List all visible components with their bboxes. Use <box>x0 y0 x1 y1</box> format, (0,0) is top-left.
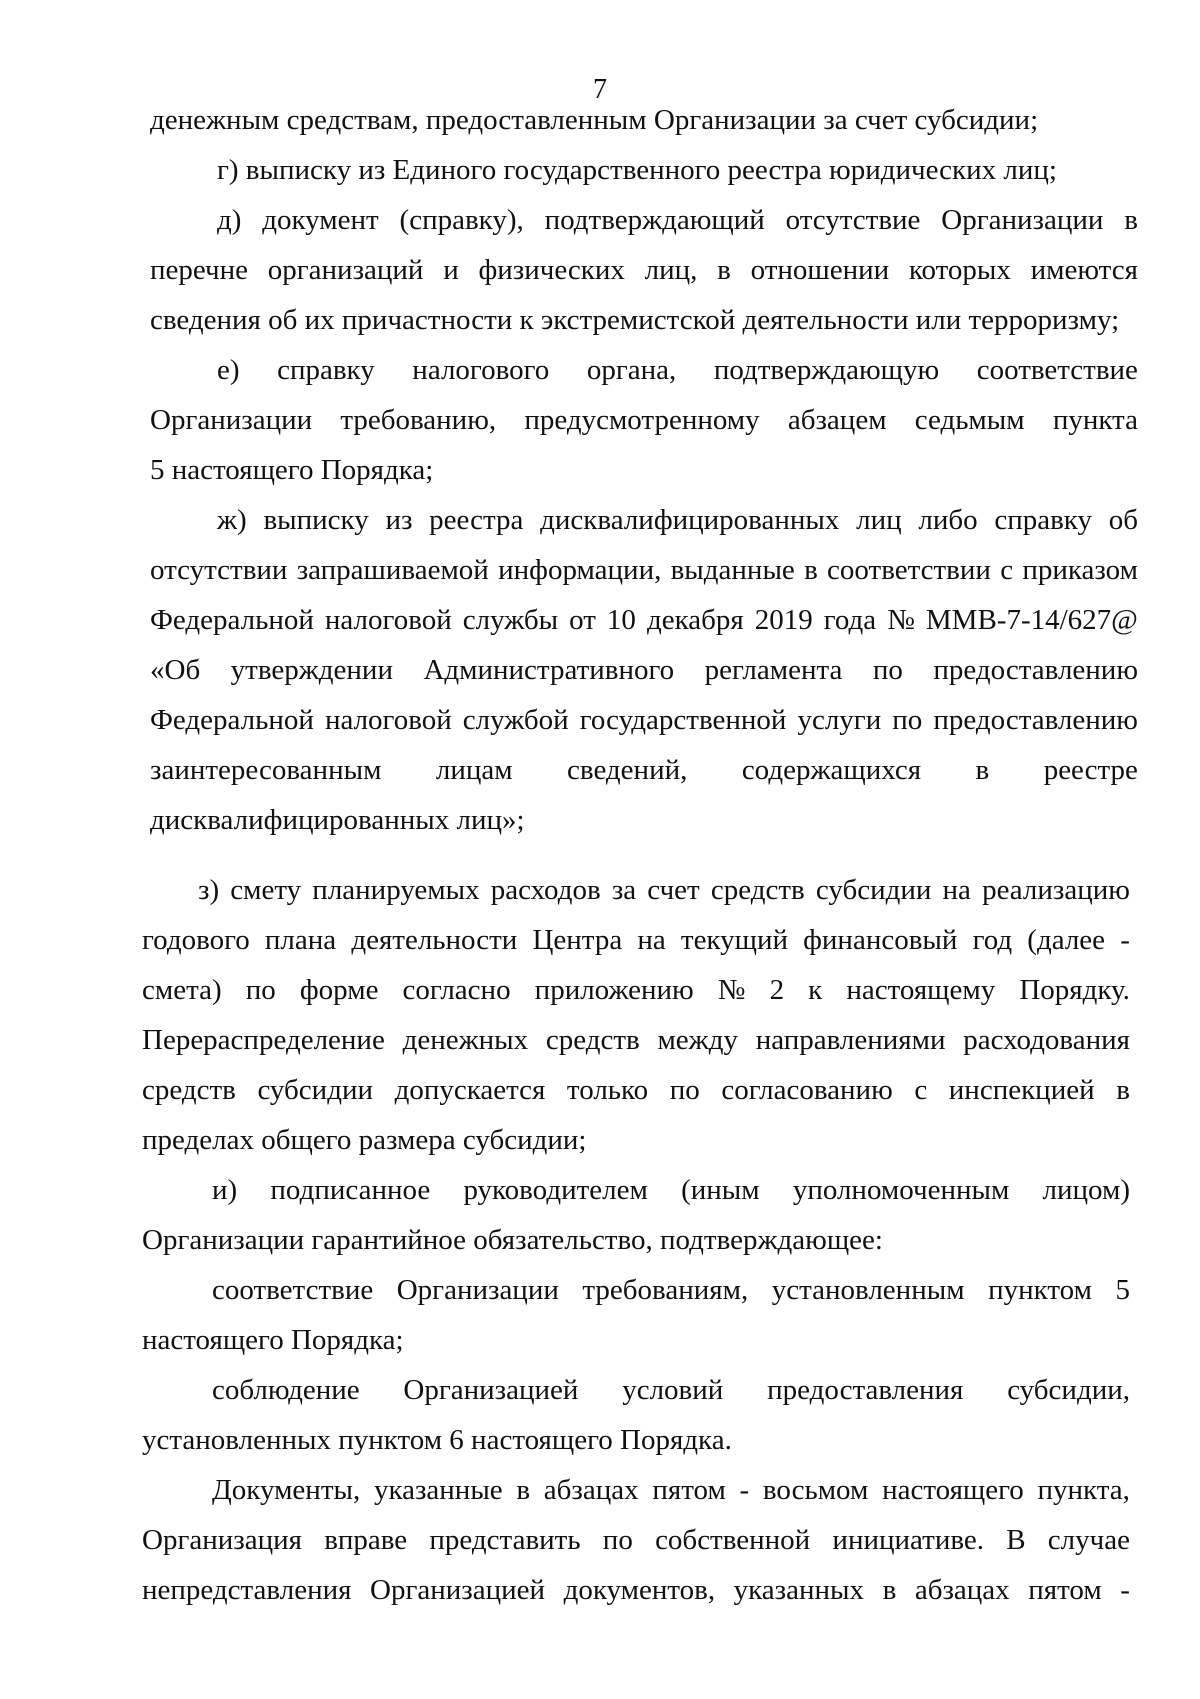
word: государственной <box>579 704 787 736</box>
word: плана <box>264 924 337 956</box>
word: подтверждающий <box>544 204 765 236</box>
word: выданные <box>670 554 795 586</box>
word: Организации <box>396 1274 559 1306</box>
text-line-26 <box>212 1372 1130 1408</box>
word: согласованию <box>721 1074 893 1106</box>
word: подтверждающую <box>713 354 940 386</box>
word: текущий <box>680 924 788 956</box>
word: справку <box>994 504 1092 536</box>
word: службы <box>462 604 559 636</box>
text-line-3 <box>217 202 1138 238</box>
word: Организация <box>142 1524 302 1556</box>
word: лицам <box>435 754 513 786</box>
word: соответствие <box>212 1274 374 1306</box>
word: информации, <box>498 554 662 586</box>
word: заинтересованным <box>150 754 382 786</box>
text-line-30 <box>142 1572 1130 1608</box>
word: от <box>569 604 596 636</box>
word: финансовый <box>803 924 958 956</box>
word: лиц <box>856 504 902 536</box>
word: № <box>887 604 915 636</box>
word: Центра <box>532 924 623 956</box>
word: налоговой <box>324 704 452 736</box>
word: соответствие <box>976 354 1138 386</box>
word: запрашиваемой <box>296 554 489 586</box>
word: отсутствие <box>785 204 921 236</box>
word: пункта, <box>1037 1474 1130 1506</box>
word: содержащихся <box>741 754 922 786</box>
text-line-18 <box>142 972 1130 1008</box>
word: форме <box>299 974 379 1006</box>
word: либо <box>918 504 978 536</box>
word: год <box>972 924 1013 956</box>
word: в <box>804 554 818 586</box>
word: предусмотренному <box>524 404 760 436</box>
text-line-6 <box>217 352 1138 388</box>
word: абзацах <box>543 1474 639 1506</box>
word: лицом) <box>1042 1174 1130 1206</box>
word: отсутствии <box>150 554 288 586</box>
word: Организацией <box>370 1574 546 1606</box>
word: в <box>717 254 731 286</box>
word: 2019 <box>754 604 813 636</box>
text-line-20 <box>142 1072 1130 1108</box>
word: в <box>975 754 990 786</box>
word: по <box>602 1524 633 1556</box>
text-line-24 <box>212 1272 1130 1308</box>
word: подписанное <box>270 1174 431 1206</box>
text-line-14 <box>150 752 1138 788</box>
word: органа, <box>586 354 677 386</box>
word: перечне <box>150 254 249 286</box>
word: службой <box>462 704 569 736</box>
word: Порядку. <box>1019 974 1130 1006</box>
word: денежных <box>402 1024 529 1056</box>
word: ж) <box>217 504 247 536</box>
word: с <box>1000 554 1014 586</box>
word: об <box>1108 504 1138 536</box>
word: Организацией <box>403 1374 579 1406</box>
word: собственной <box>655 1524 811 1556</box>
word: между <box>657 1024 738 1056</box>
word: 5 <box>1115 1274 1130 1306</box>
word: пункта <box>1052 404 1138 436</box>
word: физических <box>478 254 625 286</box>
text-line-10 <box>150 552 1138 588</box>
word: е) <box>217 354 240 386</box>
word: установленным <box>771 1274 965 1306</box>
text-line-2: г) выписку из Единого государственного реестра юридических лиц; <box>217 154 1057 186</box>
word: (справку), <box>399 204 524 236</box>
word: - <box>739 1474 750 1506</box>
word: Перераспределение <box>142 1024 385 1056</box>
page-number: 7 <box>593 74 607 105</box>
word: смету <box>230 874 302 906</box>
word: В <box>1006 1524 1026 1556</box>
word: выписку <box>263 504 369 536</box>
word: з) <box>198 874 220 906</box>
text-line-13 <box>150 702 1138 738</box>
word: по <box>892 704 923 736</box>
word: утверждении <box>230 654 393 686</box>
word: годового <box>142 924 250 956</box>
word: пятом <box>1028 1574 1102 1606</box>
word: сведений, <box>567 754 688 786</box>
text-line-19 <box>142 1022 1130 1058</box>
word: в <box>1116 1074 1130 1106</box>
word: по <box>669 1074 700 1106</box>
word: ММВ-7-14/627@ <box>925 604 1138 636</box>
word: абзацах <box>914 1574 1010 1606</box>
word: из <box>385 504 413 536</box>
word: непредставления <box>142 1574 352 1606</box>
text-line-8: 5 настоящего Порядка; <box>150 454 434 486</box>
word: (иным <box>681 1174 760 1206</box>
word: имеются <box>1030 254 1138 286</box>
word: счет <box>647 874 700 906</box>
word: настоящего <box>882 1474 1024 1506</box>
word: которых <box>908 254 1011 286</box>
word: справку <box>277 354 375 386</box>
word: (далее <box>1027 924 1106 956</box>
word: Административного <box>423 654 675 686</box>
word: услуги <box>797 704 882 736</box>
word: с <box>914 1074 928 1106</box>
word: - <box>1120 1574 1130 1606</box>
text-line-17 <box>142 922 1130 958</box>
word: субсидии <box>815 874 932 906</box>
word: указанных <box>733 1574 865 1606</box>
word: указанные <box>373 1474 503 1506</box>
text-line-22 <box>212 1172 1130 1208</box>
word: субсидии, <box>1007 1374 1130 1406</box>
word: на <box>637 924 666 956</box>
word: восьмом <box>762 1474 869 1506</box>
word: средств <box>710 874 805 906</box>
word: и) <box>212 1174 238 1206</box>
word: Федеральной <box>150 604 314 636</box>
word: 10 <box>606 604 636 636</box>
word: руководителем <box>463 1174 648 1206</box>
text-line-28 <box>212 1472 1130 1508</box>
word: седьмым <box>914 404 1025 436</box>
text-line-1: денежным средствам, предоставленным Организации за счет субсидии; <box>150 104 1039 136</box>
word: документов, <box>563 1574 716 1606</box>
word: инспекцией <box>948 1074 1095 1106</box>
word: по <box>872 654 903 686</box>
word: только <box>566 1074 649 1106</box>
word: вправе <box>324 1524 408 1556</box>
word: к <box>808 974 823 1006</box>
word: отношении <box>750 254 890 286</box>
word: смета) <box>142 974 222 1006</box>
word: абзацем <box>787 404 887 436</box>
word: Документы, <box>212 1474 361 1506</box>
word: реестра <box>429 504 524 536</box>
word: налогового <box>412 354 550 386</box>
text-line-4 <box>150 252 1138 288</box>
word: реализацию <box>982 874 1130 906</box>
text-line-15: дисквалифицированных лиц»; <box>150 804 525 836</box>
word: направлениями <box>755 1024 946 1056</box>
word: и <box>443 254 459 286</box>
word: соответствии <box>827 554 991 586</box>
word: настоящему <box>846 974 996 1006</box>
word: на <box>942 874 971 906</box>
word: пунктом <box>988 1274 1092 1306</box>
word: по <box>245 974 276 1006</box>
text-line-5: сведения об их причастности к экстремистской деятельности или терроризму; <box>150 304 1120 336</box>
word: декабря <box>646 604 744 636</box>
word: Организации <box>941 204 1104 236</box>
word: регламента <box>704 654 843 686</box>
word: случае <box>1047 1524 1130 1556</box>
word: организаций <box>267 254 424 286</box>
text-line-7 <box>150 402 1138 438</box>
word: 2 <box>769 974 785 1006</box>
word: приказом <box>1022 554 1138 586</box>
word: года <box>823 604 877 636</box>
text-line-23: Организации гарантийное обязательство, подтверждающее: <box>142 1224 883 1256</box>
word: дисквалифицированных <box>540 504 840 536</box>
word: согласно <box>402 974 511 1006</box>
word: приложению <box>534 974 694 1006</box>
word: субсидии <box>257 1074 373 1106</box>
text-line-12 <box>150 652 1138 688</box>
word: уполномоченным <box>792 1174 1010 1206</box>
word: лиц, <box>644 254 698 286</box>
text-line-9 <box>217 502 1138 538</box>
text-line-11 <box>150 602 1138 638</box>
word: документ <box>262 204 379 236</box>
word: средств <box>545 1024 640 1056</box>
word: предоставлению <box>933 654 1138 686</box>
word: инициативе. <box>832 1524 984 1556</box>
word: средств <box>142 1074 236 1106</box>
word: д) <box>217 204 242 236</box>
word: «Об <box>150 654 201 686</box>
word: предоставлению <box>933 704 1138 736</box>
word: пятом <box>652 1474 726 1506</box>
word: № <box>717 974 746 1006</box>
text-line-29 <box>142 1522 1130 1558</box>
word: расходования <box>963 1024 1130 1056</box>
word: в <box>882 1574 897 1606</box>
text-line-16 <box>198 872 1130 908</box>
word: требованию, <box>340 404 497 436</box>
word: в <box>516 1474 531 1506</box>
word: требованиям, <box>582 1274 749 1306</box>
word: Организации <box>150 404 313 436</box>
word: предоставления <box>767 1374 964 1406</box>
text-line-25: настоящего Порядка; <box>142 1324 404 1356</box>
word: планируемых <box>312 874 480 906</box>
word: допускается <box>394 1074 546 1106</box>
text-line-21: пределах общего размера субсидии; <box>142 1124 587 1156</box>
text-line-27: установленных пунктом 6 настоящего Порядка. <box>142 1424 732 1456</box>
word: Федеральной <box>150 704 314 736</box>
word: соблюдение <box>212 1374 360 1406</box>
word: налоговой <box>324 604 452 636</box>
word: деятельности <box>351 924 518 956</box>
word: в <box>1124 204 1138 236</box>
word: реестре <box>1043 754 1138 786</box>
word: расходов <box>490 874 601 906</box>
word: - <box>1120 924 1130 956</box>
word: за <box>611 874 637 906</box>
word: условий <box>622 1374 724 1406</box>
word: представить <box>429 1524 581 1556</box>
